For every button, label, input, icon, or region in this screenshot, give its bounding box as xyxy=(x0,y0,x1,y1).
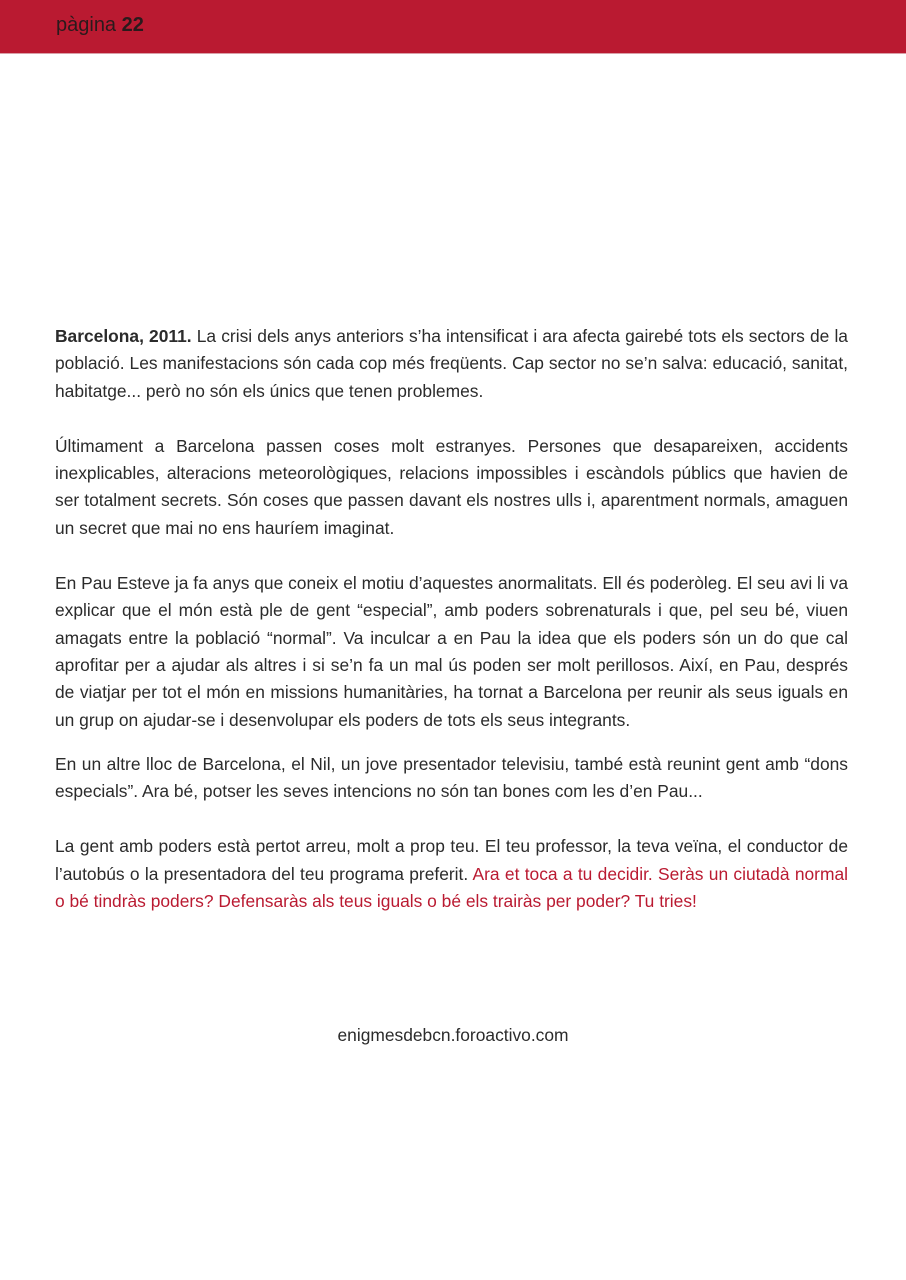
page-number-label xyxy=(56,14,144,37)
synopsis-text xyxy=(55,323,848,915)
cta-text: La gent amb poders està pertot arreu, molt a prop teu. El teu professor, la teva veïna, el conductor de l’autobús o la presentadora del teu programa preferit. xyxy=(55,836,848,884)
website-url[interactable]: enigmesdebcn.foroactivo.com xyxy=(337,1025,569,1045)
paragraph-strange-events: Últimament a Barcelona passen coses molt estranyes. Persones que desapareixen, accidents inexplicables, alteracions meteorològiques, relacions impossibles i escàndols públics que havien de ser totalment secrets. Són coses que passen davant els nostres ulls i, aparentment normals, amaguen un secret que mai no ens hauríem imaginat. xyxy=(55,435,848,538)
page-word: pàgina xyxy=(56,14,117,36)
page-header-bar xyxy=(0,0,906,54)
paragraph-nil: En un altre lloc de Barcelona, el Nil, un jove presentador televisiu, també està reunint gent amb “dons especials”. Ara bé, potser les seves intencions no són tan bones com les d’en Pau... xyxy=(55,753,848,802)
cta-accent-text: Ara et toca a tu decidir. Seràs un ciutadà normal o bé tindràs poders? Defensaràs als teus iguals o bé els trairàs per poder? Tu tries! xyxy=(55,863,848,912)
intro-text: La crisi dels anys anteriors s’ha intensificat i ara afecta gairebé tots els sectors de la població. Les manifestacions són cada cop més freqüents. Cap sector no se’n salva: educació, sanitat, habitatge... però no són els únics que tenen problemes. xyxy=(55,326,848,401)
page-number: 22 xyxy=(121,14,144,36)
paragraph-intro xyxy=(55,323,848,405)
paragraph-call-to-action xyxy=(55,833,848,915)
intro-lead: Barcelona, 2011. xyxy=(55,326,192,346)
paragraph-pau: En Pau Esteve ja fa anys que coneix el motiu d’aquestes anormalitats. Ell és poderòleg. El seu avi li va explicar que el món està ple de gent “especial”, amb poders sobrenaturals i que, pel seu bé, viuen amagats entre la població “normal”. Va inculcar a en Pau la idea que els poders són un do que cal aprofitar per a ajudar als altres i si se’n fa un mal ús poden ser molt perillosos. Així, en Pau, després de viatjar per tot el món en missions humanitàries, ha tornat a Barcelona per reunir als seus iguals en un grup on ajudar-se i desenvolupar els poders de tots els seus integrants. xyxy=(55,573,848,730)
